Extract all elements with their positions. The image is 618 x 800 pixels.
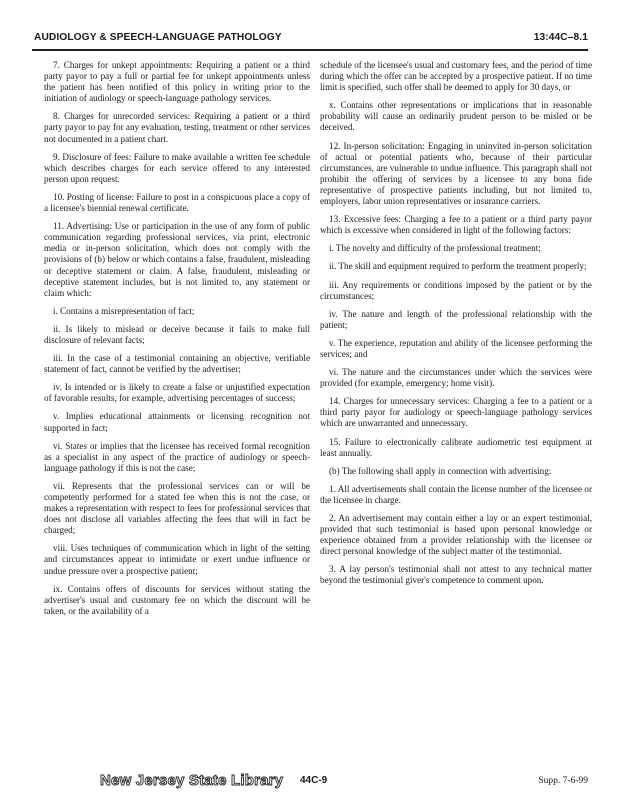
sub-paragraph: vii. Represents that the professional services can or will be competently performed for a stated fee when this is not the case, or makes a representation with respect to fees for professional services that does not disclose all variables affecting the fees that will in fact be charged; bbox=[44, 480, 310, 536]
sub-paragraph: ii. Is likely to mislead or deceive because it fails to make full disclosure of relevant facts; bbox=[44, 323, 310, 345]
sub-paragraph: iv. The nature and length of the professional relationship with the patient; bbox=[320, 308, 592, 330]
paragraph: 7. Charges for unkept appointments: Requiring a patient or a third party payor to pay a full or partial fee for unkept appointments unless the patient has been notified of this policy in writing prior to the initiation of audiology or speech-language pathology services. bbox=[44, 60, 310, 104]
page-number: 44C-9 bbox=[300, 775, 328, 786]
sub-paragraph: iv. Is intended or is likely to create a false or unjustified expectation of favorable results, for example, advertising percentages of success; bbox=[44, 382, 310, 404]
sub-paragraph: vi. The nature and the circumstances under which the services were provided (for example, emergency; home visit). bbox=[320, 367, 592, 389]
running-header bbox=[32, 30, 588, 48]
paragraph: (b) The following shall apply in connection with advertising: bbox=[329, 465, 552, 476]
right-column bbox=[320, 60, 592, 594]
paragraph: 11. Advertising: Use or participation in the use of any form of public communication regarding professional services, via print, electronic media or in-person solicitation, which does not comply with the provisions of (b) below or which contains a false, fraudulent, misleading or deceptive statement or claim. A false, fraudulent, misleading or deceptive statement includes, but is not limited to, any statement or claim which: bbox=[44, 221, 310, 298]
sub-paragraph: v. The experience, reputation and ability of the licensee performing the services; and bbox=[320, 337, 592, 359]
library-watermark: New Jersey State Library bbox=[100, 772, 284, 789]
paragraph: 13. Excessive fees: Charging a fee to a patient or a third party payor which is excessive when considered in light of the following factors: bbox=[320, 214, 592, 236]
sub-paragraph: viii. Uses techniques of communication which in light of the setting and circumstances appear to intimidate or exert undue influence or undue pressure over a prospective patient; bbox=[44, 543, 310, 576]
paragraph: 2. An advertisement may contain either a lay or an expert testimonial, provided that such testimonial is based upon personal knowledge or experience obtained from a provider relationship with the licensee or direct personal knowledge of the subject matter of the testimonial. bbox=[320, 513, 592, 557]
header-title: AUDIOLOGY & SPEECH-LANGUAGE PATHOLOGY bbox=[34, 32, 282, 43]
sub-paragraph: ii. The skill and equipment required to perform the treatment properly; bbox=[329, 261, 587, 272]
header-section-number: 13:44C–8.1 bbox=[533, 32, 588, 43]
sub-paragraph: iii. In the case of a testimonial containing an objective, verifiable statement of fact, cannot be verified by the advertiser; bbox=[44, 353, 310, 375]
paragraph: 12. In-person solicitation: Engaging in uninvited in-person solicitation of actual or potential patients who, because of their particular circumstances, are vulnerable to undue influence. This paragraph shall not prohibit the offering of services by a licensee to any bona fide representative of prospective patients including, but not limited to, employers, labor union representatives or insurance carriers. bbox=[320, 140, 592, 207]
paragraph: 8. Charges for unrecorded services: Requiring a patient or a third party payor to pay for any evaluation, testing, treatment or other services not documented in a patient chart. bbox=[44, 111, 310, 144]
paragraph: 15. Failure to electronically calibrate audiometric test equipment at least annually. bbox=[320, 436, 592, 458]
sub-paragraph: i. Contains a misrepresentation of fact; bbox=[53, 305, 195, 316]
sub-paragraph: x. Contains other representations or implications that in reasonable probability will cause an ordinarily prudent person to be misled or be deceived. bbox=[320, 100, 592, 133]
paragraph: 9. Disclosure of fees: Failure to make available a written fee schedule which describes charges for each service offered to any interested person upon request. bbox=[44, 151, 310, 184]
sub-paragraph: vi. States or implies that the licensee has received formal recognition as a specialist in any aspect of the practice of audiology or speech-language pathology if this is not the case; bbox=[44, 440, 310, 473]
sub-paragraph: iii. Any requirements or conditions imposed by the patient or by the circumstances; bbox=[320, 279, 592, 301]
paragraph: 1. All advertisements shall contain the license number of the licensee or the licensee in charge. bbox=[320, 483, 592, 505]
left-column bbox=[44, 60, 310, 624]
supplement-date: Supp. 7-6-99 bbox=[538, 776, 588, 786]
sub-paragraph: v. Implies educational attainments or licensing recognition not supported in fact; bbox=[44, 411, 310, 433]
paragraph-continued: schedule of the licensee's usual and customary fees, and the period of time during which the offer can be accepted by a prospective patient. If no time limit is specified, such offer shall be deemed to apply for 30 days, or bbox=[320, 60, 592, 93]
paragraph: 10. Posting of license: Failure to post in a conspicuous place a copy of a licensee's biennial renewal certificate. bbox=[44, 191, 310, 214]
page-footer bbox=[0, 772, 618, 792]
paragraph: 3. A lay person's testimonial shall not attest to any technical matter beyond the testimonial giver's competence to comment upon. bbox=[320, 564, 592, 586]
sub-paragraph: ix. Contains offers of discounts for services without stating the advertiser's usual and customary fee on which the discount will be taken, or the availability of a bbox=[44, 583, 310, 616]
sub-paragraph: i. The novelty and difficulty of the professional treatment; bbox=[329, 243, 541, 254]
paragraph: 14. Charges for unnecessary services: Charging a fee to a patient or a third party payor for audiology or speech-language pathology services which are unwarranted and unnecessary. bbox=[320, 396, 592, 429]
header-rule bbox=[32, 49, 588, 51]
